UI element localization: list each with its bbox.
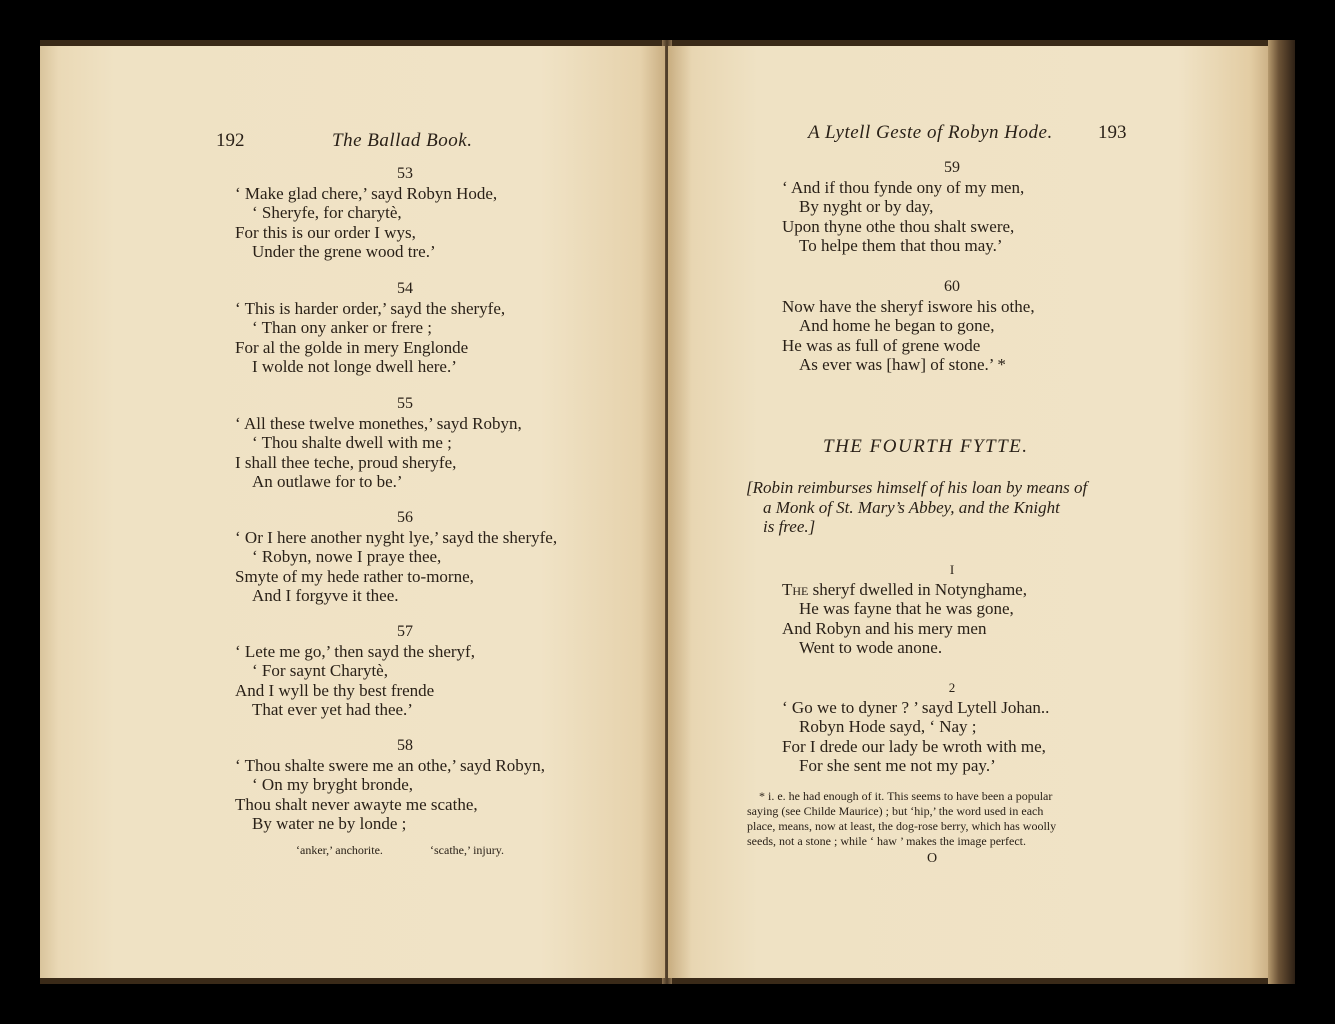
gloss-anker: ‘anker,’ anchorite. bbox=[296, 843, 383, 857]
stanza-60 bbox=[782, 277, 1122, 375]
signature-mark: O bbox=[927, 851, 938, 866]
stanza-number: 58 bbox=[397, 737, 413, 754]
verse-line: For al the golde in mery Englonde bbox=[235, 337, 469, 357]
verse-line: I wolde not longe dwell here.’ bbox=[252, 357, 457, 377]
verse-line: He was as full of grene wode bbox=[782, 335, 981, 355]
verse-line: Under the grene wood tre.’ bbox=[252, 242, 436, 262]
verse-line: And I forgyve it thee. bbox=[252, 586, 399, 606]
verse-line: By water ne by londe ; bbox=[252, 814, 407, 834]
footnote-line: place, means, now at least, the dog-rose berry, which has woolly bbox=[747, 819, 1057, 833]
verse-line: ‘ Make glad chere,’ sayd Robyn Hode, bbox=[235, 183, 498, 203]
stanza-number: 56 bbox=[397, 509, 413, 526]
page-number-right: 193 bbox=[1098, 122, 1127, 143]
verse-line: ‘ Go we to dyner ? ’ sayd Lytell Johan.. bbox=[782, 697, 1050, 717]
verse-line: ‘ And if thou fynde ony of my men, bbox=[782, 177, 1025, 197]
footnote bbox=[747, 789, 1056, 849]
footnote-line: saying (see Childe Maurice) ; but ‘hip,’ the word used in each bbox=[747, 804, 1044, 818]
verse-line: ‘ All these twelve monethes,’ sayd Robyn, bbox=[235, 413, 522, 433]
summary-line: [Robin reimburses himself of his loan by means of bbox=[746, 478, 1088, 497]
verse-line: Smyte of my hede rather to-morne, bbox=[235, 566, 474, 586]
verse-line: ‘ For saynt Charytè, bbox=[252, 661, 388, 681]
verse-line: An outlawe for to be.’ bbox=[252, 472, 403, 492]
stanza-57 bbox=[235, 622, 575, 720]
footnote-line: * i. e. he had enough of it. This seems to have been a popular bbox=[759, 789, 1053, 803]
verse-line: Robyn Hode sayd, ‘ Nay ; bbox=[799, 717, 977, 737]
open-book bbox=[40, 40, 1295, 984]
verse-line: I shall thee teche, proud sheryfe, bbox=[235, 452, 457, 472]
stanza-54 bbox=[235, 279, 575, 377]
verse-line: Upon thyne othe thou shalt swere, bbox=[782, 216, 1015, 236]
stanza-59 bbox=[782, 158, 1122, 256]
stanza-number: 53 bbox=[397, 165, 413, 182]
stanza-number: 60 bbox=[944, 278, 960, 295]
stanza-56 bbox=[235, 508, 575, 606]
verse-line: ‘ This is harder order,’ sayd the sheryfe, bbox=[235, 298, 506, 318]
verse-line: That ever yet had thee.’ bbox=[252, 700, 413, 720]
running-title-left: The Ballad Book. bbox=[332, 130, 473, 151]
verse-line-rest: sheryf dwelled in Notynghame, bbox=[808, 579, 1027, 599]
verse-line: ‘ Than ony anker or frere ; bbox=[252, 318, 432, 338]
verse-line: And I wyll be thy best frende bbox=[235, 680, 435, 700]
right-page bbox=[668, 46, 1268, 978]
verse-line: As ever was [haw] of stone.’ * bbox=[799, 355, 1006, 375]
page-number-left: 192 bbox=[216, 130, 245, 151]
stanza-53 bbox=[235, 164, 575, 262]
stanza-number: 59 bbox=[944, 159, 960, 176]
running-title-right: A Lytell Geste of Robyn Hode. bbox=[808, 122, 1053, 143]
verse-line: ‘ Thou shalte swere me an othe,’ sayd Robyn, bbox=[235, 755, 546, 775]
verse-line: Now have the sheryf iswore his othe, bbox=[782, 296, 1035, 316]
verse-line: He was fayne that he was gone, bbox=[799, 599, 1014, 619]
fytte-heading: THE FOURTH FYTTE. bbox=[823, 436, 1029, 457]
verse-line: ‘ Sheryfe, for charytè, bbox=[252, 203, 402, 223]
summary-line: is free.] bbox=[763, 517, 816, 537]
verse-line: For this is our order I wys, bbox=[235, 222, 416, 242]
verse-line: For I drede our lady be wroth with me, bbox=[782, 736, 1046, 756]
stanza-number: 54 bbox=[397, 280, 413, 297]
fytte-stanza-2 bbox=[782, 678, 1122, 776]
verse-line: Went to wode anone. bbox=[799, 638, 943, 658]
verse-line: By nyght or by day, bbox=[799, 197, 934, 217]
stanza-58 bbox=[235, 736, 575, 834]
summary-line: a Monk of St. Mary’s Abbey, and the Knight bbox=[763, 497, 1060, 517]
verse-line bbox=[782, 580, 1122, 600]
verse-line: ‘ Robyn, nowe I praye thee, bbox=[252, 547, 442, 567]
stanza-55 bbox=[235, 394, 575, 492]
left-page bbox=[40, 46, 665, 978]
fytte-stanza-1 bbox=[782, 560, 1122, 658]
gloss-scathe: ‘scathe,’ injury. bbox=[430, 843, 504, 857]
verse-line: Thou shalt never awayte me scathe, bbox=[235, 794, 478, 814]
stanza-number: 57 bbox=[397, 623, 413, 640]
drop-word: The bbox=[782, 579, 809, 599]
verse-line: To helpe them that thou may.’ bbox=[799, 236, 1003, 256]
verse-line: ‘ Or I here another nyght lye,’ sayd the sheryfe, bbox=[235, 527, 558, 547]
footnote-line: seeds, not a stone ; while ‘ haw ’ makes the image perfect. bbox=[747, 834, 1027, 848]
verse-line: ‘ On my bryght bronde, bbox=[252, 775, 414, 795]
verse-line: And Robyn and his mery men bbox=[782, 618, 987, 638]
verse-line: And home he began to gone, bbox=[799, 316, 995, 336]
verse-line: For she sent me not my pay.’ bbox=[799, 756, 996, 776]
stanza-number: 55 bbox=[397, 395, 413, 412]
book-edge bbox=[1268, 40, 1295, 984]
stanza-number: 2 bbox=[948, 680, 956, 695]
stanza-number: I bbox=[949, 562, 955, 577]
fytte-summary bbox=[746, 478, 1087, 537]
verse-line: ‘ Thou shalte dwell with me ; bbox=[252, 433, 452, 453]
verse-line: ‘ Lete me go,’ then sayd the sheryf, bbox=[235, 641, 475, 661]
